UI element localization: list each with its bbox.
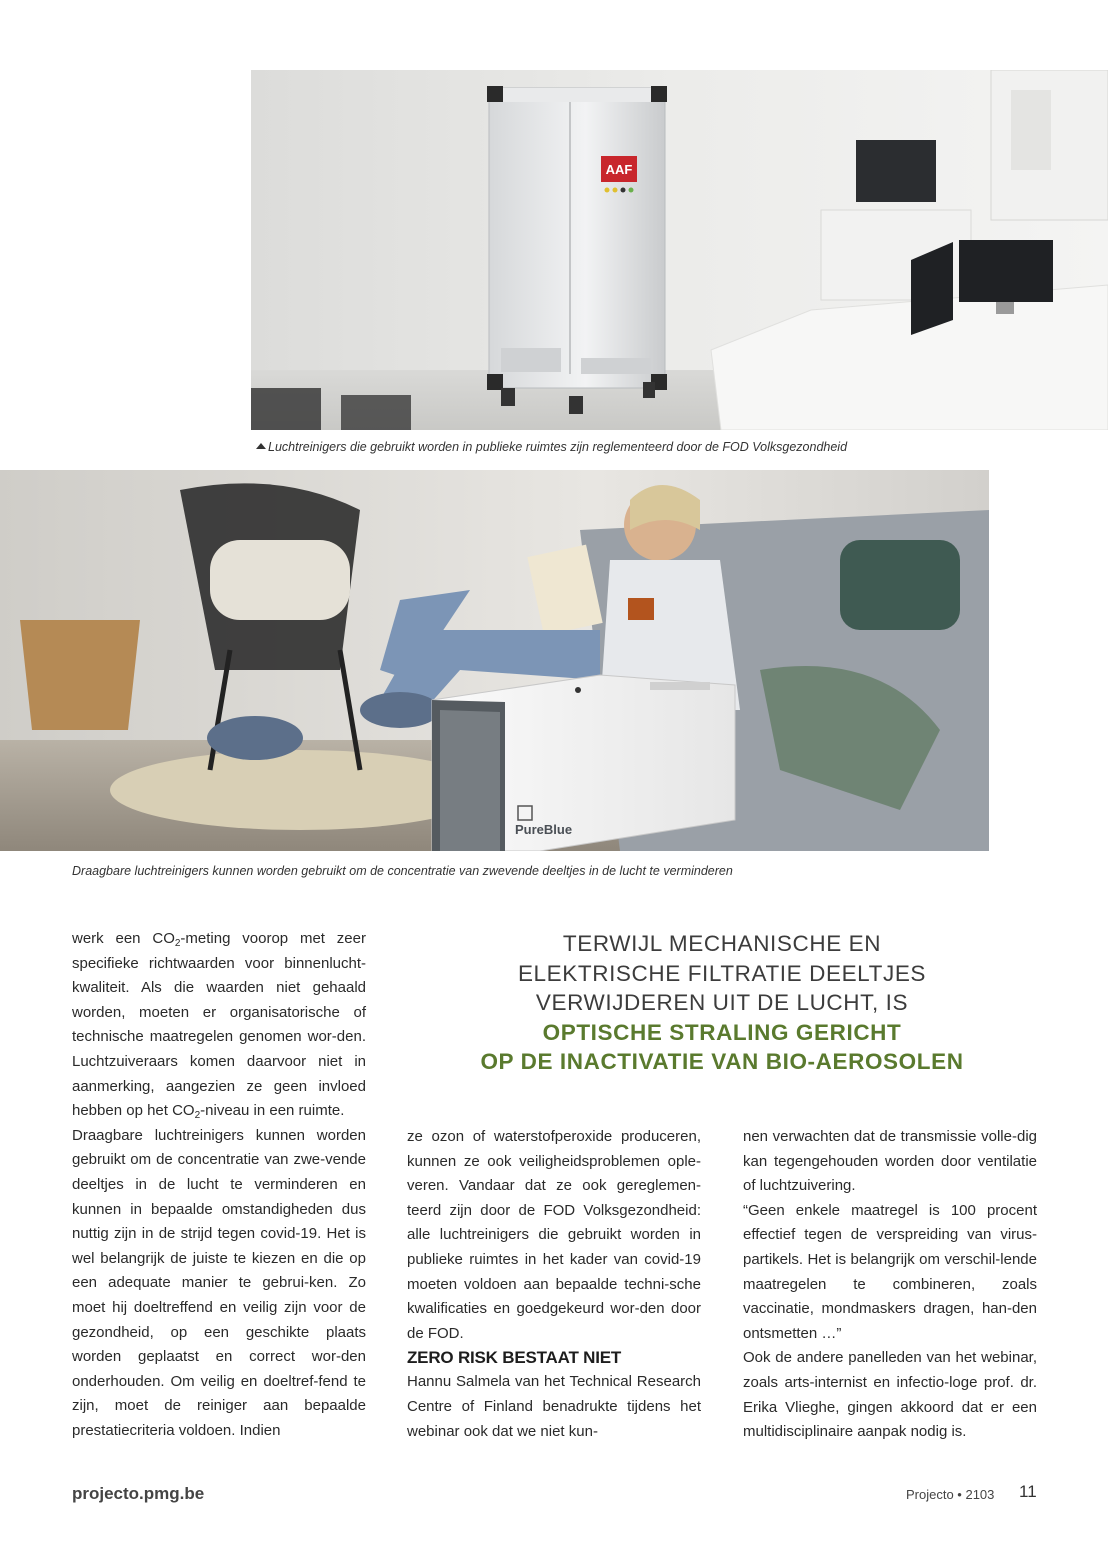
living-room-scene-illustration: [0, 470, 989, 851]
col1-p1-part-c: -niveau in een ruimte.: [200, 1102, 345, 1120]
aaf-logo: AAF: [605, 162, 633, 177]
air-purifier-tower: [487, 86, 667, 414]
pull-quote: [407, 929, 1037, 1077]
pullquote-line-1: TERWIJL MECHANISCHE EN: [562, 931, 882, 956]
photo1-caption-text: Luchtreinigers die gebruikt worden in publieke ruimtes zijn reglementeerd door de FOD Volksgezondheid: [268, 440, 848, 454]
col2-paragraph-1: ze ozon of waterstofperoxide produceren, kunnen ze ook veiligheidsproblemen ople-veren. Vandaar dat ze ook gereglemen-teerd zijn door de FOD Volksgezondheid: alle luchtreinigers die gebruikt worden in publieke ruimtes in het kader van covid-19 moeten voldoen aan bepaalde techni-sche kwalificaties en goedgekeurd wor-den door de FOD.: [407, 1128, 701, 1342]
article-column-3: [743, 1125, 1037, 1445]
pullquote-line-3: VERWIJDEREN UIT DE LUCHT, IS: [535, 990, 909, 1015]
caption-arrow-icon: [256, 443, 266, 449]
photo-office-air-purifier: [251, 70, 1108, 430]
office-scene-illustration: [251, 70, 1108, 430]
article-column-1: [72, 927, 366, 1443]
col1-paragraph-1: [72, 927, 366, 1124]
pullquote-highlight-line-2: OP DE INACTIVATIE VAN BIO-AEROSOLEN: [480, 1049, 964, 1074]
col3-paragraph-2: “Geen enkele maatregel is 100 procent effectief tegen de verspreiding van virus-partikels. Het is belangrijk om verschil-lende maatregelen te combineren, zoals vaccinatie, mondmaskers dragen, han-den ontsmetten …”: [743, 1201, 1037, 1342]
footer-magazine-issue: Projecto • 2103: [906, 1487, 995, 1502]
co2-subscript-2: 2: [194, 1110, 201, 1122]
section-subheading: ZERO RISK BESTAAT NIET: [407, 1348, 622, 1368]
page-number: 11: [1019, 1482, 1037, 1501]
photo-living-room-purifier: [0, 470, 989, 851]
col3-paragraph-3: Ook de andere panelleden van het webinar, zoals arts-internist en infectio-loge prof. dr. Erika Vlieghe, gingen akkoord dat er een multidisciplinaire aanpak nodig is.: [743, 1349, 1037, 1441]
col1-p1-part-b: -meting voorop met zeer specifieke richtwaarden voor binnenlucht-kwaliteit. Als die waarden niet gehaald worden, moeten er organisatorische of technische maatregelen genomen wor-den. Luchtzuiveraars komen daarvoor niet in aanmerking, aangezien ze geen invloed hebben op het CO: [72, 930, 366, 1120]
pullquote-line-2: ELEKTRISCHE FILTRATIE DEELTJES: [517, 960, 927, 986]
col3-paragraph-1: nen verwachten dat de transmissie volle-dig kan tegengehouden worden door ventilatie of luchtzuivering.: [743, 1128, 1037, 1195]
footer-website-link[interactable]: projecto.pmg.be: [72, 1484, 205, 1503]
photo2-caption: Draagbare luchtreinigers kunnen worden gebruikt om de concentratie van zwevende deeltjes in de lucht te verminderen: [72, 864, 733, 878]
col1-p1-part-a: werk een CO: [72, 930, 175, 947]
pullquote-highlight-line-1: OPTISCHE STRALING GERICHT: [542, 1019, 902, 1045]
pureblue-logo: PureBlue: [515, 822, 573, 837]
article-column-2: [407, 1125, 701, 1444]
photo1-caption: [256, 440, 1096, 454]
col1-paragraph-2: Draagbare luchtreinigers kunnen worden gebruikt om de concentratie van zwe-vende deeltjes in de lucht te verminderen en kunnen in bepaalde omstandigheden dus nuttig zijn in de strijd tegen covid-19. Het is wel belangrijk de juiste te kiezen en die op een adequate manier te gebrui-ken. Zo moet hij doeltreffend en veilig zijn voor de gezondheid, op een geschikte plaats worden geplaatst en correct wor-den onderhouden. Om veilig en doeltref-fend te zijn, moet de reiniger aan bepaalde prestatiecriteria voldoen. Indien: [72, 1126, 366, 1439]
co2-subscript: 2: [174, 938, 181, 949]
col2-paragraph-2: Hannu Salmela van het Technical Research Centre of Finland benadrukte tijdens het webinar ook dat we niet kun-: [407, 1373, 701, 1440]
portable-air-purifier: [432, 675, 735, 851]
